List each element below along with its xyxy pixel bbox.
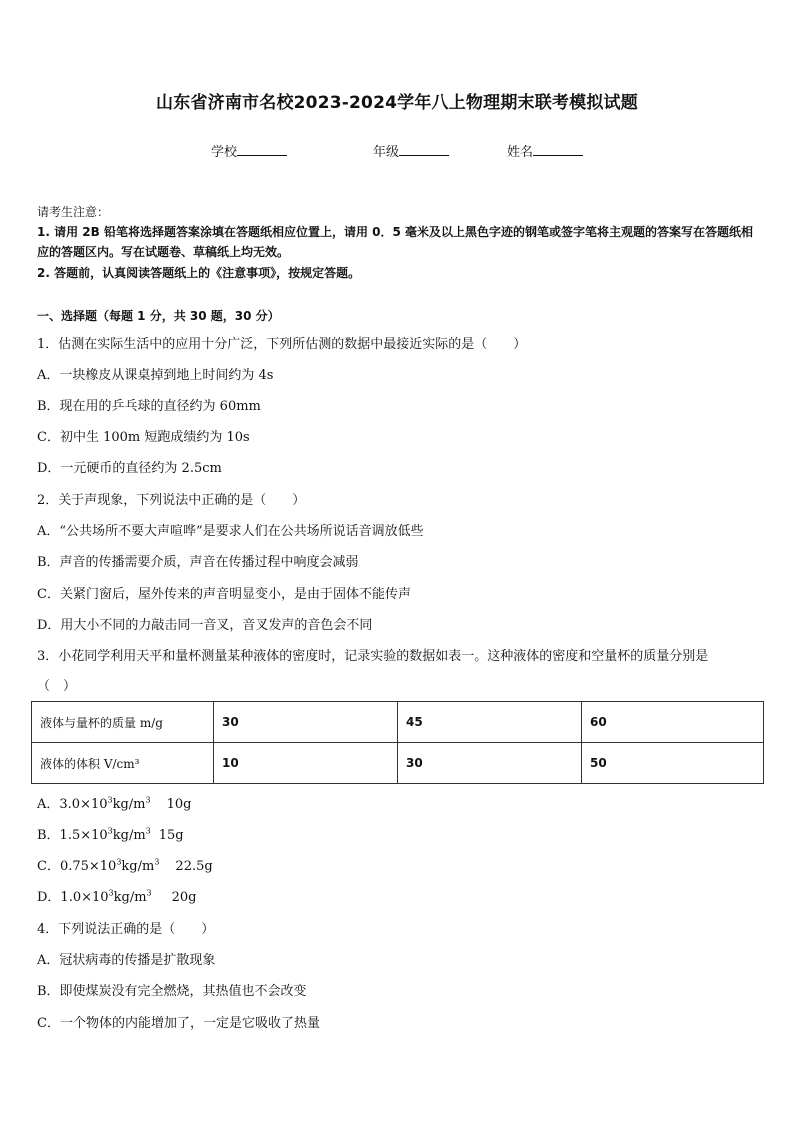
q1-option-c: C．初中生 100m 短跑成绩约为 10s	[37, 430, 250, 445]
q3-data-table	[31, 701, 764, 784]
option-unit: kg/m	[112, 797, 146, 812]
q3-option-c	[37, 855, 213, 874]
q2-option-a: A．“公共场所不要大声喧哗”是要求人们在公共场所说话音调放低些	[37, 524, 424, 539]
option-unit: kg/m	[112, 828, 146, 843]
school-blank[interactable]	[237, 143, 287, 156]
q3-stem-end: （ ）	[37, 679, 77, 694]
exponent: 3	[154, 857, 160, 867]
table-cell: 30	[214, 702, 398, 743]
q1-option-b: B．现在用的乒乓球的直径约为 60mm	[37, 399, 261, 414]
q4-option-b: B．即使煤炭没有完全燃烧，其热值也不会改变	[37, 984, 307, 999]
exponent: 3	[107, 826, 113, 836]
row-label-mass: 液体与量杯的质量 m/g	[32, 702, 214, 743]
option-mass: 20g	[171, 890, 197, 905]
grade-field	[373, 141, 449, 160]
q3-option-b	[37, 824, 184, 843]
grade-label: 年级	[373, 145, 400, 160]
section-heading: 一、选择题（每题 1 分，共 30 题，30 分）	[37, 309, 280, 323]
q1-option-d: D．一元硬币的直径约为 2.5cm	[37, 461, 222, 476]
page-title: 山东省济南市名校2023-2024学年八上物理期末联考模拟试题	[156, 93, 638, 113]
notice-item-2: 2. 答题前，认真阅读答题纸上的《注意事项》，按规定答题。	[37, 266, 361, 280]
option-unit: kg/m	[121, 859, 155, 874]
option-mass: 15g	[158, 828, 184, 843]
q1-stem: 1．估测在实际生活中的应用十分广泛，下列所估测的数据中最接近实际的是（ ）	[37, 337, 527, 352]
option-mass: 10g	[166, 797, 192, 812]
name-label: 姓名	[507, 145, 534, 160]
notice-item-1: 1. 请用 2B 铅笔将选择题答案涂填在答题纸相应位置上，请用 0．5 毫米及以上黑色字迹的钢笔或签字笔将主观题的答案写在答题纸相应的答题区内。写在试题卷、草稿纸上均无效。	[37, 225, 753, 259]
q4-option-a: A．冠状病毒的传播是扩散现象	[37, 953, 216, 968]
q2-option-b: B．声音的传播需要介质，声音在传播过程中响度会减弱	[37, 555, 359, 570]
notice-heading: 请考生注意：	[37, 205, 110, 219]
table-cell: 30	[398, 743, 582, 784]
option-text: C．0.75×10	[37, 859, 117, 874]
q3-option-d	[37, 886, 197, 905]
option-unit: kg/m	[113, 890, 147, 905]
school-label: 学校	[211, 145, 238, 160]
option-text: A．3.0×10	[37, 797, 108, 812]
table-row	[32, 743, 764, 784]
table-row	[32, 702, 764, 743]
option-mass: 22.5g	[175, 859, 213, 874]
exponent: 3	[145, 795, 151, 805]
q2-option-d: D．用大小不同的力敲击同一音叉，音叉发声的音色会不同	[37, 618, 373, 633]
name-field	[507, 141, 583, 160]
q2-option-c: C．关紧门窗后，屋外传来的声音明显变小，是由于固体不能传声	[37, 587, 411, 602]
q1-option-a: A．一块橡皮从课桌掉到地上时间约为 4s	[37, 368, 274, 383]
q3-stem: 3．小花同学利用天平和量杯测量某种液体的密度时，记录实验的数据如表一。这种液体的密度和空量杯的质量分别是	[37, 649, 709, 664]
name-blank[interactable]	[533, 143, 583, 156]
table-cell: 10	[214, 743, 398, 784]
q2-stem: 2．关于声现象，下列说法中正确的是（ ）	[37, 493, 306, 508]
exponent: 3	[145, 826, 151, 836]
exponent: 3	[146, 888, 152, 898]
grade-blank[interactable]	[399, 143, 449, 156]
row-label-volume: 液体的体积 V/cm³	[32, 743, 214, 784]
option-text: D．1.0×10	[37, 890, 109, 905]
table-cell: 45	[398, 702, 582, 743]
exponent: 3	[116, 857, 122, 867]
table-cell: 50	[582, 743, 764, 784]
option-text: B．1.5×10	[37, 828, 108, 843]
q4-stem: 4．下列说法正确的是（ ）	[37, 922, 215, 937]
school-field	[211, 141, 287, 160]
table-cell: 60	[582, 702, 764, 743]
exponent: 3	[107, 795, 113, 805]
q4-option-c: C．一个物体的内能增加了，一定是它吸收了热量	[37, 1016, 320, 1031]
q3-option-a	[37, 793, 191, 812]
exponent: 3	[108, 888, 114, 898]
